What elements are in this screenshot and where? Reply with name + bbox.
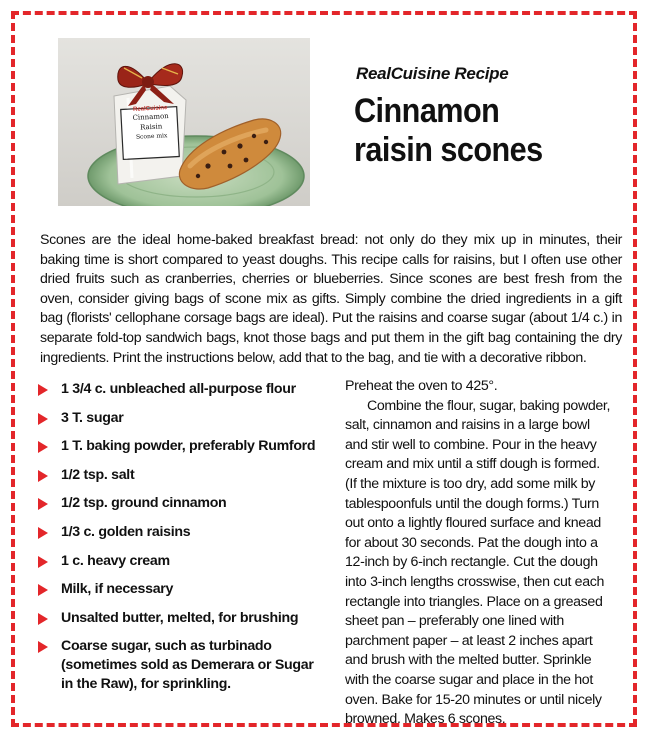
ingredient-text: 1/2 tsp. ground cinnamon — [61, 495, 227, 512]
arrow-bullet-icon — [38, 641, 48, 653]
arrow-bullet-icon — [38, 413, 48, 425]
arrow-bullet-icon — [38, 527, 48, 539]
ingredient-list — [38, 380, 328, 703]
scone-photo — [58, 38, 310, 206]
directions-steps: Combine the flour, sugar, baking powder, salt, cinnamon and raisins in a large bowl and stir well to combine. Pour in the heavy cream and mix until a stiff dough is formed. (If the mixture is too dry, add some milk by tablespoonfuls until the dough forms.) Turn out onto a lightly floured surface and knead for about 30 seconds. Pat the dough into a 12-inch by 6-inch rectangle. Cut the dough into 3-inch lengths crosswise, then cut each rectangle into triangles. Place on a greased sheet pan – preferably one lined with parchment paper – at least 2 inches apart and brush with the melted butter. Sprinkle with the coarse sugar and place in the hot oven. Bake for 15-20 minutes or until nicely browned. Makes 6 scones. — [345, 397, 611, 728]
bag-text-line1: Cinnamon — [132, 112, 169, 122]
ingredient-text: 1 T. baking powder, preferably Rumford — [61, 438, 316, 455]
arrow-bullet-icon — [38, 441, 48, 453]
ingredient-item — [38, 380, 328, 399]
arrow-bullet-icon — [38, 556, 48, 568]
arrow-bullet-icon — [38, 384, 48, 396]
recipe-kicker: RealCuisine Recipe — [356, 64, 509, 83]
ingredient-text: Coarse sugar, such as turbinado (sometimes sold as Demerara or Sugar in the Raw), for sprinkling. — [61, 638, 314, 692]
ingredient-item — [38, 609, 328, 628]
arrow-bullet-icon — [38, 613, 48, 625]
ingredient-text: Milk, if necessary — [61, 581, 174, 598]
arrow-bullet-icon — [38, 584, 48, 596]
ingredient-item — [38, 552, 328, 571]
title-line-1: Cinnamon — [354, 92, 500, 130]
ingredient-item — [38, 523, 328, 542]
arrow-bullet-icon — [38, 498, 48, 510]
bag-text-line3: Scone mix — [135, 132, 168, 141]
recipe-title — [354, 92, 588, 170]
ingredient-text: 3 T. sugar — [61, 409, 124, 426]
ingredient-text: 1/3 c. golden raisins — [61, 523, 191, 540]
arrow-bullet-icon — [38, 470, 48, 482]
title-line-2: raisin scones — [354, 131, 543, 169]
bag-brand: RealCuisine — [132, 105, 168, 113]
ingredient-item — [38, 580, 328, 599]
ingredient-item — [38, 637, 328, 693]
directions — [345, 377, 612, 730]
ingredient-text: 1/2 tsp. salt — [61, 466, 135, 483]
ingredient-item — [38, 494, 328, 513]
ingredient-text: 1 c. heavy cream — [61, 552, 170, 569]
ingredient-item — [38, 409, 328, 428]
ingredient-item — [38, 437, 328, 456]
intro-paragraph: Scones are the ideal home-baked breakfast bread: not only do they mix up in minutes, their baking time is short compared to yeast doughs. This recipe calls for raisins, but I often use other dried fruits such as cranberries, cherries or blueberries. Since scones are best fresh from the oven, consider giving bags of scone mix as gifts. Simply combine the dried ingredients in a gift bag (florists' cellophane corsage bags are ideal). Put the raisins and coarse sugar (about 1/4 c.) in separate fold-top sandwich bags, knot those bags and put them in the gift bag containing the dry ingredients. Print the instructions below, add that to the bag, and tie with a decorative ribbon. — [40, 232, 622, 366]
bag-text-line2: Raisin — [139, 122, 163, 132]
bag-label — [121, 105, 181, 143]
ingredient-text: Unsalted butter, melted, for brushing — [61, 609, 299, 626]
directions-preheat: Preheat the oven to 425°. — [345, 378, 498, 394]
ingredient-text: 1 3/4 c. unbleached all-purpose flour — [61, 381, 296, 397]
ingredient-item — [38, 466, 328, 485]
